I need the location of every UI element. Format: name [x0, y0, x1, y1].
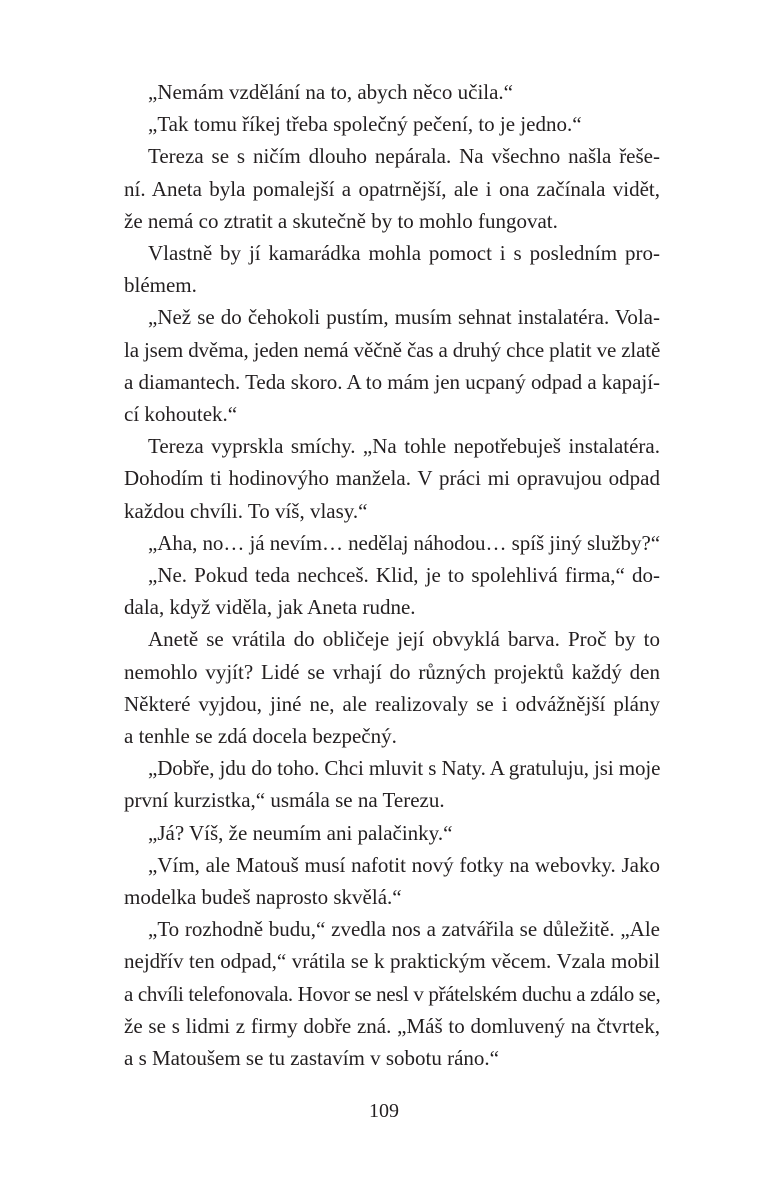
text-line: Anetě se vrátila do obličeje její obvyklá barva. Proč by to: [148, 627, 660, 652]
paragraph: [124, 849, 660, 913]
text-line: ní. Aneta byla pomalejší a opatrnější, ale i ona začínala vidět,: [124, 176, 660, 201]
text-line: „Ne. Pokud teda nechceš. Klid, je to spolehlivá firma,“ do-: [148, 563, 660, 588]
text-line: cí kohoutek.“: [124, 402, 238, 427]
text-line: „Aha, no… já nevím… nedělaj náhodou… spíš jiný služby?“: [148, 530, 660, 555]
text-line: první kurzistka,“ usmála se na Terezu.: [124, 788, 445, 813]
text-line: a chvíli telefonovala. Hovor se nesl v přátelském duchu a zdálo se,: [124, 981, 661, 1006]
paragraph: [124, 108, 660, 140]
paragraph: [124, 140, 660, 237]
text-line: „Tak tomu říkej třeba společný pečení, to je jedno.“: [148, 112, 582, 137]
text-line: a tenhle se zdá docela bezpečný.: [124, 724, 397, 749]
text-line: „Vím, ale Matouš musí nafotit nový fotky na webovky. Jako: [148, 852, 660, 877]
text-line: „To rozhodně budu,“ zvedla nos a zatvářila se důležitě. „Ale: [148, 917, 660, 942]
paragraph: [124, 559, 660, 623]
text-line: že se s lidmi z firmy dobře zná. „Máš to domluvený na čtvrtek,: [124, 1013, 660, 1038]
text-line: nejdřív ten odpad,“ vrátila se k praktickým věcem. Vzala mobil: [124, 949, 660, 974]
text-line: dala, když viděla, jak Aneta rudne.: [124, 595, 416, 620]
text-line: Některé vyjdou, jiné ne, ale realizovaly se i odvážnější plány: [124, 691, 660, 716]
text-line: Dohodím ti hodinovýho manžela. V práci mi opravujou odpad: [124, 466, 660, 491]
page-number: 109: [369, 1100, 399, 1122]
text-line: nemohlo vyjít? Lidé se vrhají do různých projektů každý den: [124, 659, 660, 684]
paragraph: [124, 430, 660, 527]
text-line: „Než se do čehokoli pustím, musím sehnat instalatéra. Vola-: [148, 305, 660, 330]
text-line: a diamantech. Teda skoro. A to mám jen ucpaný odpad a kapají-: [124, 369, 660, 394]
paragraph: [124, 623, 660, 752]
text-line: „Dobře, jdu do toho. Chci mluvit s Naty. A gratuluju, jsi moje: [148, 756, 661, 781]
text-line: Vlastně by jí kamarádka mohla pomoct i s posledním pro-: [148, 241, 660, 266]
text-line: že nemá co ztratit a skutečně by to mohlo fungovat.: [124, 208, 558, 233]
text-line: „Já? Víš, že neumím ani palačinky.“: [148, 820, 453, 845]
text-line: „Nemám vzdělání na to, abych něco učila.“: [148, 80, 513, 104]
paragraph: [124, 817, 660, 849]
text-line: blémem.: [124, 273, 197, 298]
text-line: Tereza vyprskla smíchy. „Na tohle nepotřebuješ instalatéra.: [148, 434, 660, 459]
paragraph: [124, 527, 660, 559]
book-page-body: [124, 76, 660, 1074]
paragraph: [124, 913, 660, 1074]
text-line: každou chvíli. To víš, vlasy.“: [124, 498, 368, 523]
paragraph: [124, 301, 660, 430]
paragraph: [124, 76, 660, 108]
text-line: Tereza se s ničím dlouho nepárala. Na všechno našla řeše-: [148, 144, 660, 169]
paragraph: [124, 237, 660, 301]
text-line: a s Matoušem se tu zastavím v sobotu ráno.“: [124, 1046, 500, 1071]
text-line: la jsem dvěma, jeden nemá věčně čas a druhý chce platit ve zlatě: [124, 337, 661, 362]
paragraph: [124, 752, 660, 816]
text-line: modelka budeš naprosto skvělá.“: [124, 885, 402, 910]
